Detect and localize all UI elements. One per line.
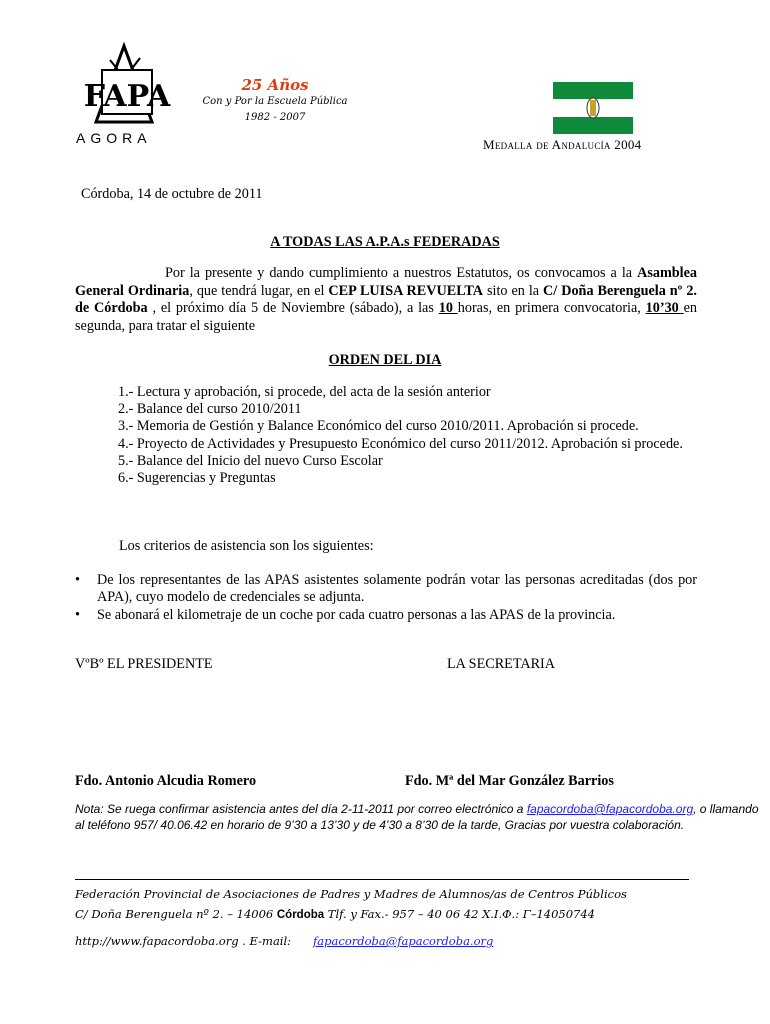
- president-signature: Fdo. Antonio Alcudia Romero: [75, 773, 257, 789]
- anniversary-subtitle: Con y Por la Escuela Pública: [202, 96, 348, 107]
- orden-del-dia-title: ORDEN DEL DIA: [328, 352, 442, 368]
- anniversary-block: [195, 76, 355, 126]
- agenda-item: 3.- Memoria de Gestión y Balance Económico del curso 2010/2011. Aprobación si procede.: [118, 418, 639, 435]
- agenda-item: 5.- Balance del Inicio del nuevo Curso Escolar: [118, 452, 383, 469]
- secretary-title: LA SECRETARIA: [447, 656, 556, 672]
- agenda-item: 1.- Lectura y aprobación, si procede, del acta de la sesión anterior: [118, 384, 491, 400]
- footer-email-link[interactable]: fapacordoba@fapacordoba.org: [313, 934, 494, 948]
- secretary-signature: Fdo. Mª del Mar González Barrios: [405, 773, 614, 789]
- intro-paragraph: Por la presente y dando cumplimiento a nuestros Estatutos, os convocamos a la Asamblea General Ordinaria, que tendrá lugar, en el CEP LUISA REVUELTA sito en la C/ Doña Berenguela nº 2. de Córdoba , el próximo día 5 de Noviembre (sábado), a las 10 horas, en primera convocatoria, 10’30 en segunda, para tratar el siguiente: [75, 265, 698, 334]
- note-paragraph: Nota: Se ruega confirmar asistencia antes del día 2-11-2011 por correo electrónico a fapacordoba@fapacordoba.org, o llamando al teléfono 957/ 40.06.42 en horario de 9’30 a 13’30 y de 4’30 a 8’30 de la tarde, Gracias por vuestra colaboración.: [75, 802, 759, 832]
- agenda-item: 6.- Sugerencias y Preguntas: [118, 470, 276, 487]
- agenda-item: 4.- Proyecto de Actividades y Presupuesto Económico del curso 2011/2012. Aprobación si procede.: [118, 435, 683, 452]
- criteria-item: • Se abonará el kilometraje de un coche por cada cuatro personas a las APAS de la provincia.: [75, 607, 616, 624]
- footer-federation: Federación Provincial de Asociaciones de Padres y Madres de Alumnos/as de Centros Públicos: [75, 887, 627, 901]
- logo-caption: AGORA: [76, 130, 152, 146]
- footer-web: http://www.fapacordoba.org . E-mail: fapacordoba@fapacordoba.org: [75, 934, 494, 948]
- anniversary-title: 25 Años: [241, 76, 309, 94]
- letter-date: Córdoba, 14 de octubre de 2011: [81, 186, 263, 202]
- bullet-icon: •: [75, 607, 80, 624]
- footer-address: C/ Doña Berenguela nº 2. – 14006 Córdoba Tlf. y Fax.- 957 – 40 06 42 X.I.Φ.: Γ–14050744: [75, 907, 596, 921]
- anniversary-years: 1982 - 2007: [244, 112, 306, 123]
- criteria-list: [75, 572, 697, 626]
- president-title: VºBº EL PRESIDENTE: [75, 656, 213, 672]
- agenda-list: [75, 384, 697, 487]
- andalucia-flag: [553, 82, 633, 134]
- criterios-intro: Los criterios de asistencia son los siguientes:: [119, 538, 374, 554]
- agenda-item: 2.- Balance del curso 2010/2011: [118, 401, 302, 418]
- footer-divider: [75, 879, 689, 880]
- email-link[interactable]: fapacordoba@fapacordoba.org: [526, 802, 694, 816]
- bullet-icon: •: [75, 572, 80, 588]
- letter-heading: A TODAS LAS A.P.A.s FEDERADAS: [270, 234, 500, 250]
- medal-text: Medalla de Andalucía 2004: [483, 137, 642, 152]
- logo-letters: FAPA: [83, 79, 171, 114]
- criteria-item: • De los representantes de las APAS asistentes solamente podrán votar las personas acreditadas (dos por APA), cuyo modelo de credenciales se adjunta.: [75, 572, 697, 606]
